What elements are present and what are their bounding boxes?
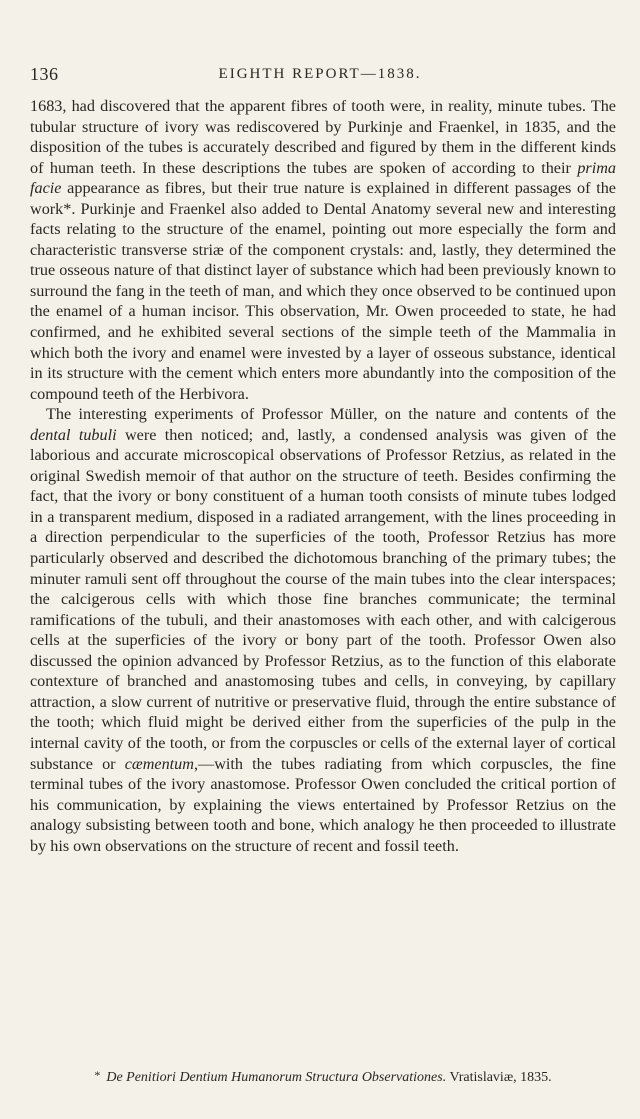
paragraph-text: appearance as fibres, but their true nature is explained in different passages of the work*. Purkinje and Fraenkel also added to Dental Anatomy several new and interesting facts relating to the structure of the enamel, pointing out more especially the form and characteristic transverse striæ of the component crystals: and, lastly, they determined the true osseous nature of that distinct layer of substance which had been previously known to surround the fang in the teeth of man, and which they once observed to be continued upon the enamel of a human incisor. This observation, Mr. Owen proceeded to state, he had confirmed, and he exhibited several sections of the simple teeth of the Mammalia in which both the ivory and enamel were invested by a layer of osseous substance, identical in its structure with the cement which enters more abundantly into the composition of the compound teeth of the Herbivora.: [30, 179, 616, 403]
body-text: [30, 96, 616, 856]
paragraph: [30, 96, 616, 404]
footnote-title: De Penitiori Dentium Humanorum Structura Observationes.: [106, 1070, 447, 1085]
paragraph-text: were then noticed; and, lastly, a condensed analysis was given of the laborious and accurate microscopical observations of Professor Retzius, as related in the original Swedish memoir of that author on the structure of teeth. Besides confirming the fact, that the ivory or bony constituent of a human tooth consists of minute tubes lodged in a transparent medium, disposed in a radiated arrangement, with the lines proceeding in a direction perpendicular to the superficies of the tooth, Professor Retzius has more particularly observed and described the dichotomous branching of the primary tubes; the minuter ramuli sent off throughout the course of the main tubes into the clear interspaces; the calcigerous cells with which those fine branches communicate; the terminal ramifications of the tubuli, and their anastomoses with each other, and with calcigerous cells at the superficies of the ivory or bony part of the tooth. Professor Owen also discussed the opinion advanced by Professor Retzius, as to the function of this elaborate contexture of branched and anastomosing tubes and cells, in conveying, by capillary attraction, a slow current of nutritive or preservative fluid, through the entire substance of the tooth; which fluid might be derived either from the superficies of the pulp in the internal cavity of the tooth, or from the corpuscles or cells of the external layer of cortical substance or: [30, 425, 616, 773]
paragraph-text: ,—with the tubes radiating from which corpuscles, the fine terminal tubes of the ivory anastomose. Professor Owen concluded the critical portion of his communication, by explaining the views entertained by Professor Retzius on the analogy subsisting between tooth and bone, which analogy he then proceeded to illustrate by his own observations on the structure of recent and fossil teeth.: [30, 754, 616, 855]
page-header: [30, 64, 610, 86]
footnote-rest: Vratislaviæ, 1835.: [446, 1070, 552, 1085]
paragraph: [30, 404, 616, 856]
paragraph-text: 1683, had discovered that the apparent fibres of tooth were, in reality, minute tubes. The tubular structure of ivory was rediscovered by Purkinje and Fraenkel, in 1835, and the disposition of the tubes is accurately described and figured by them in the different kinds of human teeth. In these descriptions the tubes are spoken of according to their: [30, 97, 616, 177]
footnote: [30, 1068, 616, 1086]
page-number: 136: [30, 64, 59, 84]
running-title: EIGHTH REPORT—1838.: [218, 66, 422, 82]
italic-text: dental tubuli: [30, 425, 117, 444]
italic-text: cæmentum: [124, 754, 194, 773]
italic-text: prima facie: [30, 158, 616, 198]
paragraph-text: The interesting experiments of Professor Müller, on the nature and contents of the: [46, 405, 616, 424]
footnote-mark: *: [94, 1068, 101, 1082]
